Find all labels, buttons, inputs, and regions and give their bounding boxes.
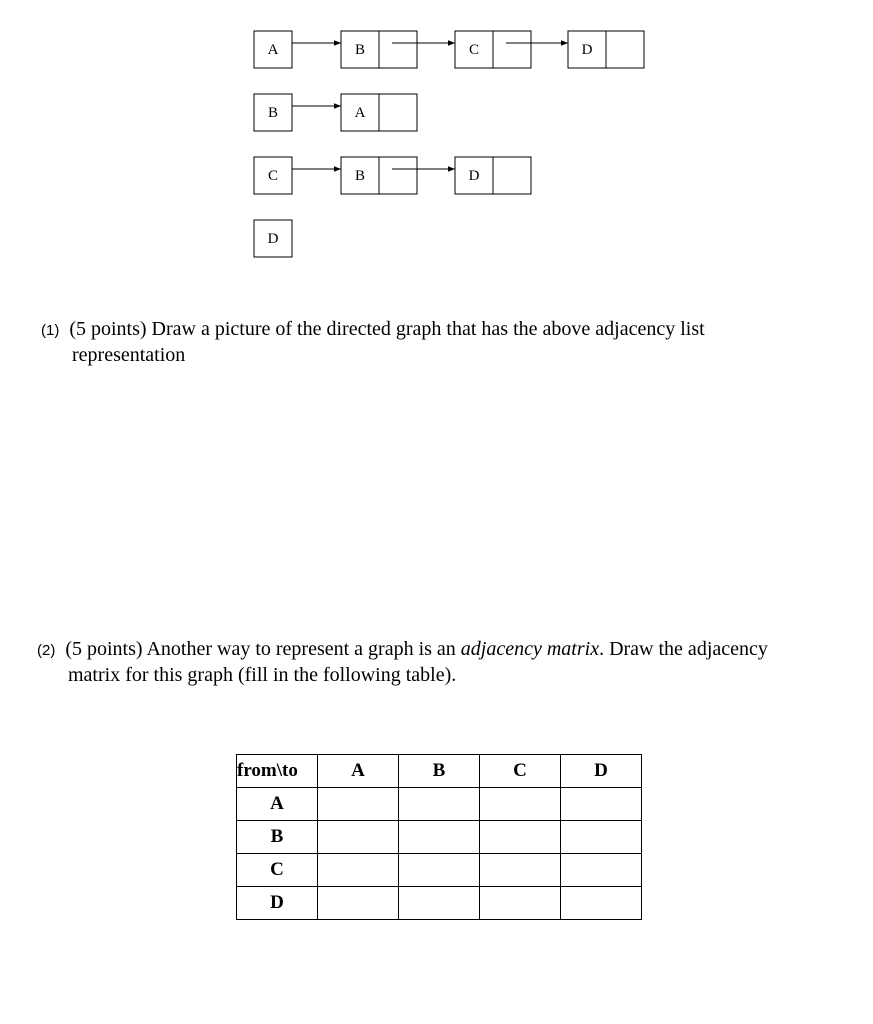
list-node-next-cell (493, 157, 531, 194)
matrix-cell[interactable] (561, 821, 642, 854)
header-label-c: C (267, 168, 279, 184)
list-node-label: B (354, 168, 366, 184)
question-1-text: (5 points) Draw a picture of the directed graph that has the above adjacency list (69, 318, 705, 340)
adjacency-list-diagram (0, 0, 873, 300)
matrix-row (237, 788, 642, 821)
matrix-column-header: A (318, 755, 399, 788)
question-2-line-2: matrix for this graph (fill in the following table). (68, 664, 457, 686)
matrix-header-row (237, 755, 642, 788)
list-node-label: C (468, 42, 480, 58)
matrix-column-header: D (561, 755, 642, 788)
question-2 (37, 637, 768, 687)
matrix-row (237, 887, 642, 920)
matrix-cell[interactable] (399, 887, 480, 920)
matrix-row-header: A (237, 788, 318, 821)
list-row-b (254, 94, 417, 131)
question-1-line-2: representation (72, 344, 186, 366)
matrix-corner-label: from\to (237, 755, 318, 788)
matrix-cell[interactable] (318, 887, 399, 920)
question-2-term: adjacency matrix (460, 638, 600, 660)
header-label-b: B (267, 105, 279, 121)
list-node-next-cell (493, 31, 531, 68)
matrix-column-header: C (480, 755, 561, 788)
question-2-text-before: (5 points) Another way to represent a graph is an (65, 638, 461, 660)
matrix-cell[interactable] (561, 854, 642, 887)
matrix-row-header: C (237, 854, 318, 887)
list-node-label: B (354, 42, 366, 58)
question-2-number: (2) (37, 642, 56, 659)
matrix-cell[interactable] (399, 788, 480, 821)
matrix-cell[interactable] (480, 854, 561, 887)
matrix-cell[interactable] (318, 854, 399, 887)
list-row-a (254, 31, 644, 68)
matrix-cell[interactable] (561, 788, 642, 821)
list-row-d (254, 220, 292, 257)
matrix-cell[interactable] (318, 821, 399, 854)
matrix-column-header: B (399, 755, 480, 788)
question-2-line-1 (37, 637, 768, 663)
question-1-number: (1) (41, 322, 60, 339)
question-1 (41, 317, 705, 367)
matrix-row (237, 854, 642, 887)
question-1-line-1 (41, 317, 705, 343)
matrix-row (237, 821, 642, 854)
list-row-c (254, 157, 531, 194)
matrix-cell[interactable] (480, 788, 561, 821)
header-label-a: A (267, 42, 279, 58)
list-node-next-cell (379, 31, 417, 68)
header-label-d: D (267, 231, 279, 247)
adjacency-matrix-table (236, 754, 642, 920)
matrix-cell[interactable] (318, 788, 399, 821)
matrix-cell[interactable] (561, 887, 642, 920)
matrix-cell[interactable] (480, 821, 561, 854)
matrix-cell[interactable] (480, 887, 561, 920)
matrix-row-header: D (237, 887, 318, 920)
matrix-cell[interactable] (399, 821, 480, 854)
list-node-label: D (468, 168, 480, 184)
list-node-next-cell (379, 94, 417, 131)
list-node-label: D (581, 42, 593, 58)
matrix-row-header: B (237, 821, 318, 854)
question-2-text-after: . Draw the adjacency (599, 638, 768, 660)
list-node-next-cell (606, 31, 644, 68)
matrix-cell[interactable] (399, 854, 480, 887)
list-node-label: A (354, 105, 366, 121)
list-node-next-cell (379, 157, 417, 194)
